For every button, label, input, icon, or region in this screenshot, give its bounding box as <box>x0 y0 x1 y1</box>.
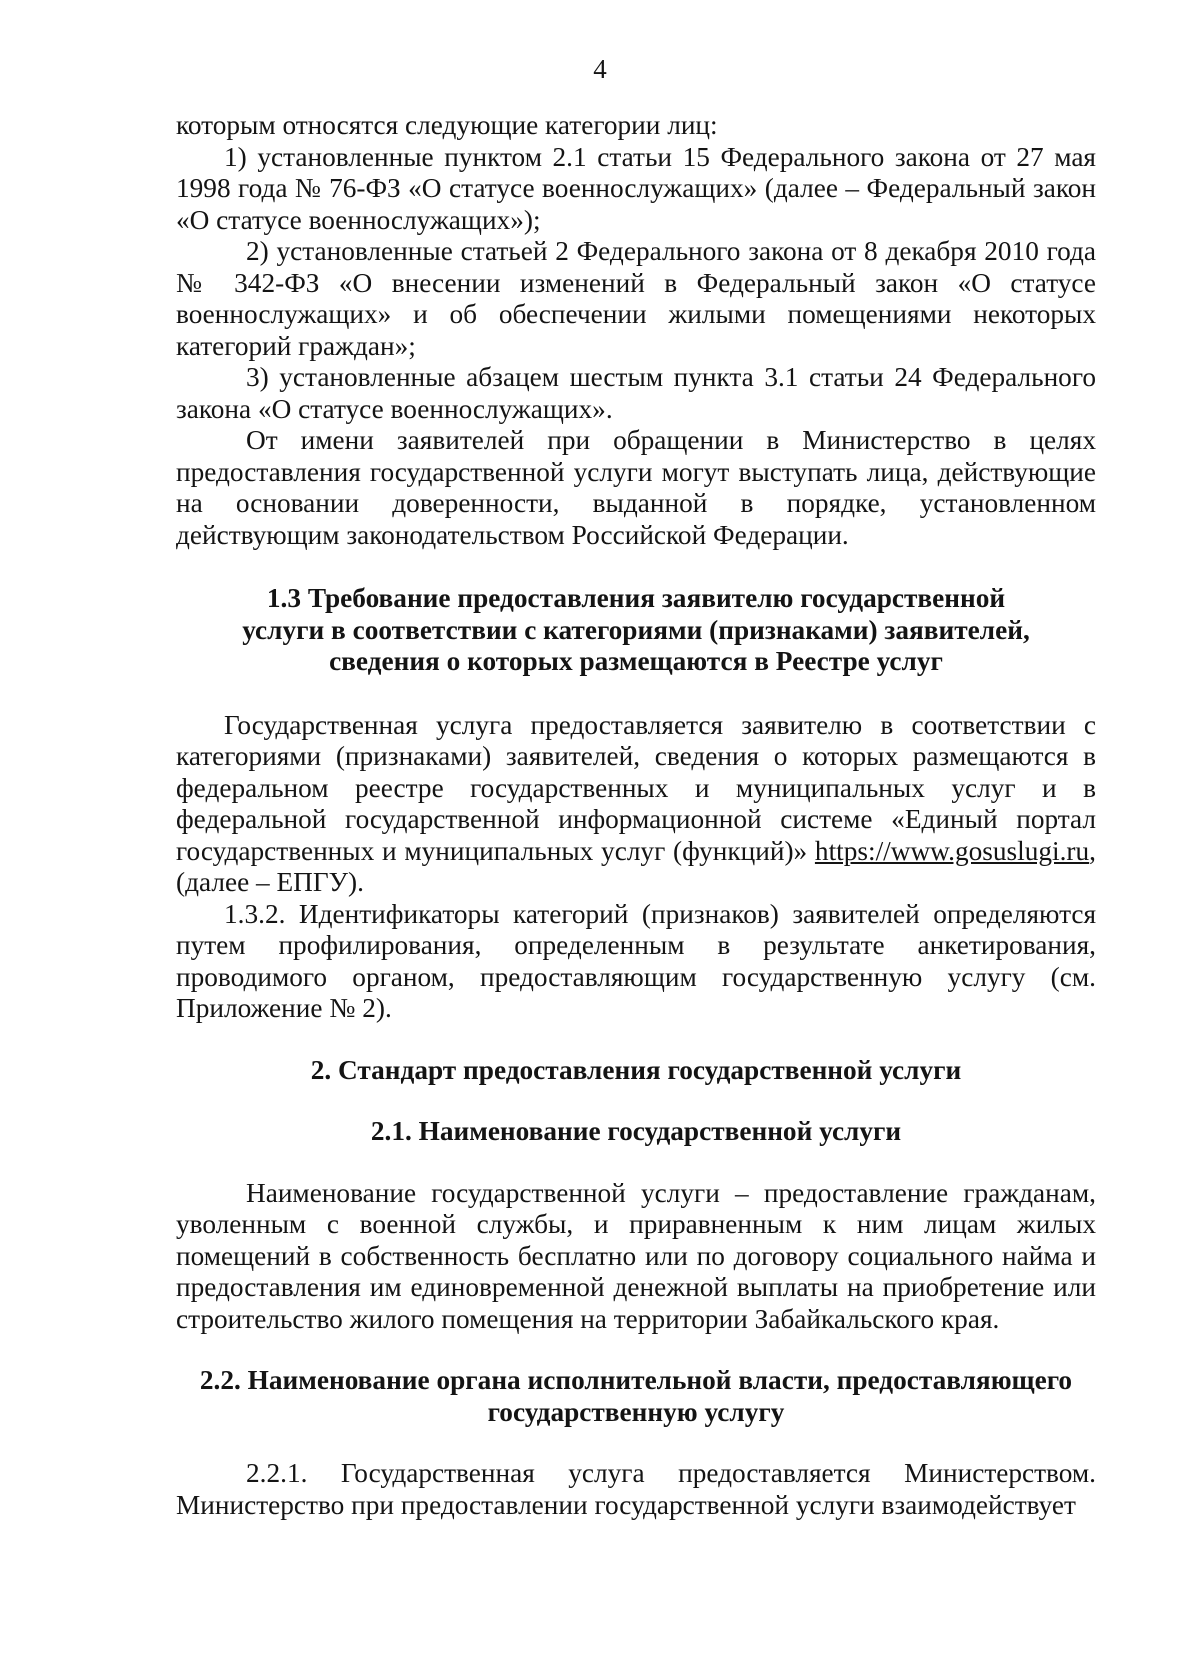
section-2-1-heading: 2.1. Наименование государственной услуги <box>370 1116 902 1146</box>
section-2-2-heading-line2: государственную услугу <box>487 1396 785 1427</box>
section-1-3-paragraph-1 <box>176 710 1096 899</box>
section-1-3-heading <box>176 583 1096 678</box>
intro-lead: которым относятся следующие категории лиц: <box>176 110 718 140</box>
section-1-3-heading-line2: услуги в соответствии с категориями (признаками) заявителей, <box>242 614 1030 645</box>
section-2-2-heading-line1: 2.2. Наименование органа исполнительной власти, предоставляющего <box>199 1365 1073 1395</box>
page-number: 4 <box>593 54 607 84</box>
gosuslugi-link[interactable]: https://www.gosuslugi.ru <box>814 835 1090 866</box>
section-1-3-paragraph-1-tail: , (далее – ЕПГУ). <box>176 835 1096 897</box>
representatives-paragraph: От имени заявителей при обращении в Министерство в целях предоставления государственной услуги могут выступать лица, действующие на основании доверенности, выданной в порядке, установленном действующим законодательством Российской Федерации. <box>176 425 1096 550</box>
section-1-3-paragraph-2: 1.3.2. Идентификаторы категорий (признаков) заявителей определяются путем профилирования, определенным в результате анкетирования, проводимого органом, предоставляющим государственную услугу (см. Приложение № 2). <box>176 898 1096 1023</box>
section-2-2-heading <box>176 1365 1096 1428</box>
section-2-heading: 2. Стандарт предоставления государственной услуги <box>310 1054 962 1085</box>
section-2-1-paragraph: Наименование государственной услуги – предоставление гражданам, уволенным с военной службы, и приравненным к ним лицам жилых помещений в собственность бесплатно или по договору социального найма и предоставления им единовременной денежной выплаты на приобретение или строительство жилого помещения на территории Забайкальского края. <box>176 1177 1096 1334</box>
list-item-3: 3) установленные абзацем шестым пункта 3.1 статьи 24 Федерального закона «О статусе военнослужащих». <box>176 362 1096 424</box>
section-2-2-paragraph: 2.2.1. Государственная услуга предоставляется Министерством. Министерство при предоставлении государственной услуги взаимодействует <box>176 1458 1096 1520</box>
section-1-3-paragraph-1-text: Государственная услуга предоставляется заявителю в соответствии с категориями (признаками) заявителей, сведения о которых размещаются в федеральном реестре государственных и муниципальных услуг и в федеральной государственной информационной системе «Единый портал государственных и муниципальных услуг (функций)» <box>176 709 1096 866</box>
list-item-2: 2) установленные статьей 2 Федерального закона от 8 декабря 2010 года № 342-ФЗ «О внесении изменений в Федеральный закон «О статусе военнослужащих» и об обеспечении жилыми помещениями некоторых категорий граждан»; <box>176 236 1096 361</box>
section-1-3-heading-line3: сведения о которых размещаются в Реестре услуг <box>329 646 943 676</box>
document-body <box>176 110 1096 1521</box>
section-1-3-heading-line1: 1.3 Требование предоставления заявителю государственной <box>266 583 1006 613</box>
list-item-1: 1) установленные пунктом 2.1 статьи 15 Федерального закона от 27 мая 1998 года № 76-ФЗ «О статусе военнослужащих» (далее – Федеральный закон «О статусе военнослужащих»); <box>176 141 1096 235</box>
